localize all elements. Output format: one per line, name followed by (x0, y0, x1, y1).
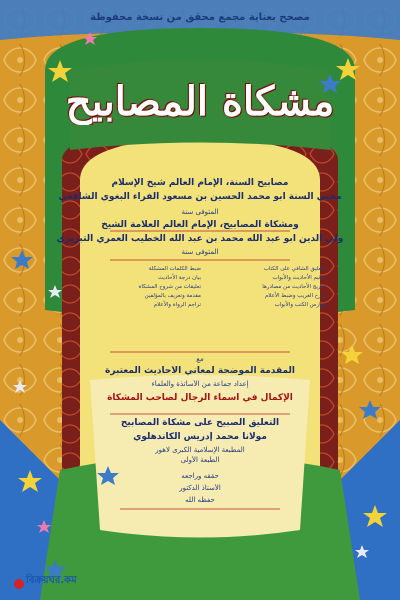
header-line: مصحح بعناية مجمع محقق من نسخة محفوظة (90, 12, 310, 23)
author-line-4: ومشكاة المصابيح، الإمام العالم العلامة الشيخ (101, 220, 299, 230)
additions-line-1: المقدمة الموضحة لمعاني الأحاديث المعتبرة (105, 366, 295, 376)
additions-line-2: إعداد جماعة من الأساتذة والعلماء (151, 380, 249, 388)
store-watermark-text: বিক্রয়ঘর.কম (26, 575, 77, 586)
author-line-6: المتوفى سنة (181, 248, 219, 256)
author-line-1: مصابيح السنة، الإمام العالم شيخ الإسلام (111, 178, 289, 188)
store-logo-icon (14, 579, 24, 589)
features-right-column: التعليق الشافي على الكتاب ترقيم الأحاديث والأبواب تخريج الأحاديث من مصادرها شرح الغريب وضبط الأعلام فهارس الكتب والأبواب (262, 266, 326, 308)
verifier-line-3: حفظه الله (185, 496, 215, 504)
author-line-3: المتوفى سنة (181, 208, 219, 216)
book-title: مشكاة المصابيح (65, 78, 335, 125)
commentary-line-4: الطبعة الأولى (180, 456, 220, 464)
verifier-line-2: الأستاذ الدكتور (179, 484, 221, 492)
additions-line-3: الإكمال في أسماء الرجال لصاحب المشكاة (107, 393, 293, 403)
verifier-line-1: حققه وراجعه (181, 472, 219, 480)
additions-heading: مع (196, 355, 204, 363)
commentary-line-1: التعليق الصبيح على مشكاة المصابيح (120, 418, 280, 428)
author-line-5: ولي الدين أبو عبد الله محمد بن عبد الله الخطيب العمري التبريزي (56, 234, 344, 244)
author-line-2: محيي السنة أبو محمد الحسين بن مسعود الفراء البغوي الشافعي (58, 192, 342, 202)
store-watermark (8, 575, 77, 596)
features-left-column: ضبط الكلمات المشكلة بيان درجة الأحاديث تعليقات من شروح المشكاة مقدمة وتعريف بالمؤلفين تراجم الرواة والأعلام (138, 266, 201, 308)
commentary-line-2: مولانا محمد إدريس الكاندهلوي (133, 432, 267, 442)
commentary-line-3: المطبعة الإسلامية الكبرى لاهور (155, 446, 245, 454)
